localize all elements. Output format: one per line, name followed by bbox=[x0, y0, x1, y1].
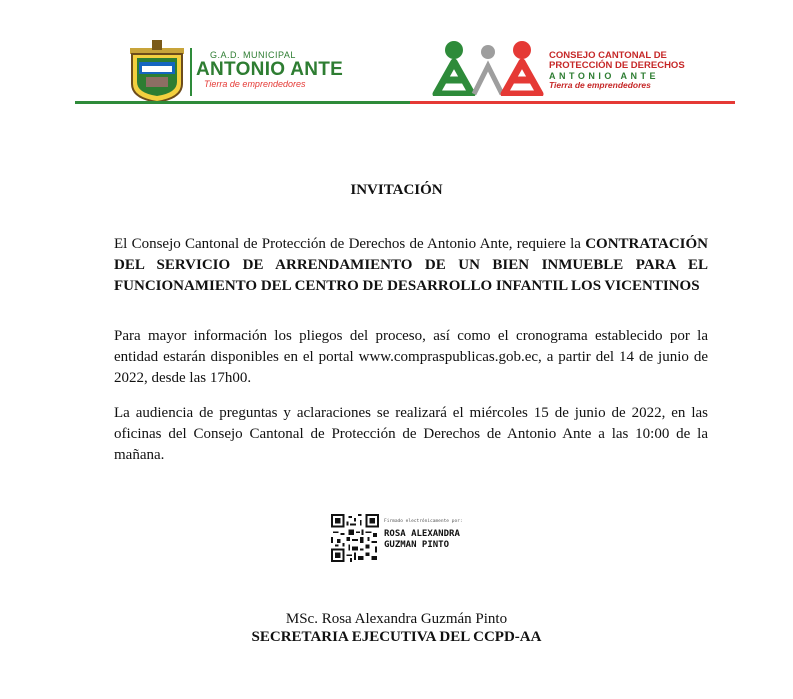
gad-tagline: Tierra de emprendedores bbox=[204, 79, 306, 89]
ccpd-line3: ANTONIO ANTE bbox=[549, 71, 660, 81]
header-rule-red bbox=[410, 101, 735, 104]
paragraph-hearing: La audiencia de preguntas y aclaraciones se realizará el miércoles 15 de junio de 2022, en las oficinas del Consejo Cantonal de Protección de Derechos de Antonio Ante a las 10:00 de la mañana. bbox=[114, 405, 708, 463]
municipal-shield-icon bbox=[128, 40, 186, 102]
header-divider bbox=[190, 48, 192, 96]
document-title: INVITACIÓN bbox=[350, 182, 443, 198]
ccpd-line2: PROTECCIÓN DE DERECHOS bbox=[549, 60, 685, 71]
ccpd-logo-text bbox=[549, 51, 749, 90]
header-rule-green bbox=[75, 101, 410, 104]
ccpd-line1: CONSEJO CANTONAL DE bbox=[549, 50, 667, 61]
signer-role: SECRETARIA EJECUTIVA DEL CCPD-AA bbox=[251, 629, 542, 645]
gad-name: ANTONIO ANTE bbox=[196, 59, 344, 80]
signer-name: MSc. Rosa Alexandra Guzmán Pinto bbox=[285, 611, 508, 627]
gad-small-label: G.A.D. MUNICIPAL bbox=[210, 50, 296, 60]
signature-name-line1: ROSA ALEXANDRA bbox=[384, 529, 460, 539]
gad-logo-text bbox=[196, 50, 346, 89]
signature-caption: Firmado electrónicamente por: bbox=[384, 519, 463, 524]
ccpd-people-logo-icon bbox=[432, 40, 544, 96]
paragraph-information: Para mayor información los pliegos del proceso, así como el cronograma establecido por la entidad estarán disponibles en el portal www.compraspublicas.gob.ec, a partir del 14 de junio de 2022, desde las 17h00. bbox=[114, 328, 708, 386]
ccpd-tagline: Tierra de emprendedores bbox=[549, 80, 651, 90]
paragraph-requirement bbox=[114, 234, 708, 297]
contract-object-text: CONTRATACIÓN DEL SERVICIO DE ARRENDAMIENTO DE UN BIEN INMUEBLE PARA EL FUNCIONAMIENTO DEL CENTRO DE DESARROLLO INFANTIL LOS VICENTINOS bbox=[114, 236, 708, 294]
letterhead bbox=[0, 0, 793, 110]
signature-name-line2: GUZMAN PINTO bbox=[384, 540, 450, 550]
signature-qr-code-icon bbox=[331, 514, 379, 562]
signature-name bbox=[384, 529, 460, 551]
paragraph-intro-text: El Consejo Cantonal de Protección de Derechos de Antonio Ante, requiere la bbox=[114, 236, 586, 252]
